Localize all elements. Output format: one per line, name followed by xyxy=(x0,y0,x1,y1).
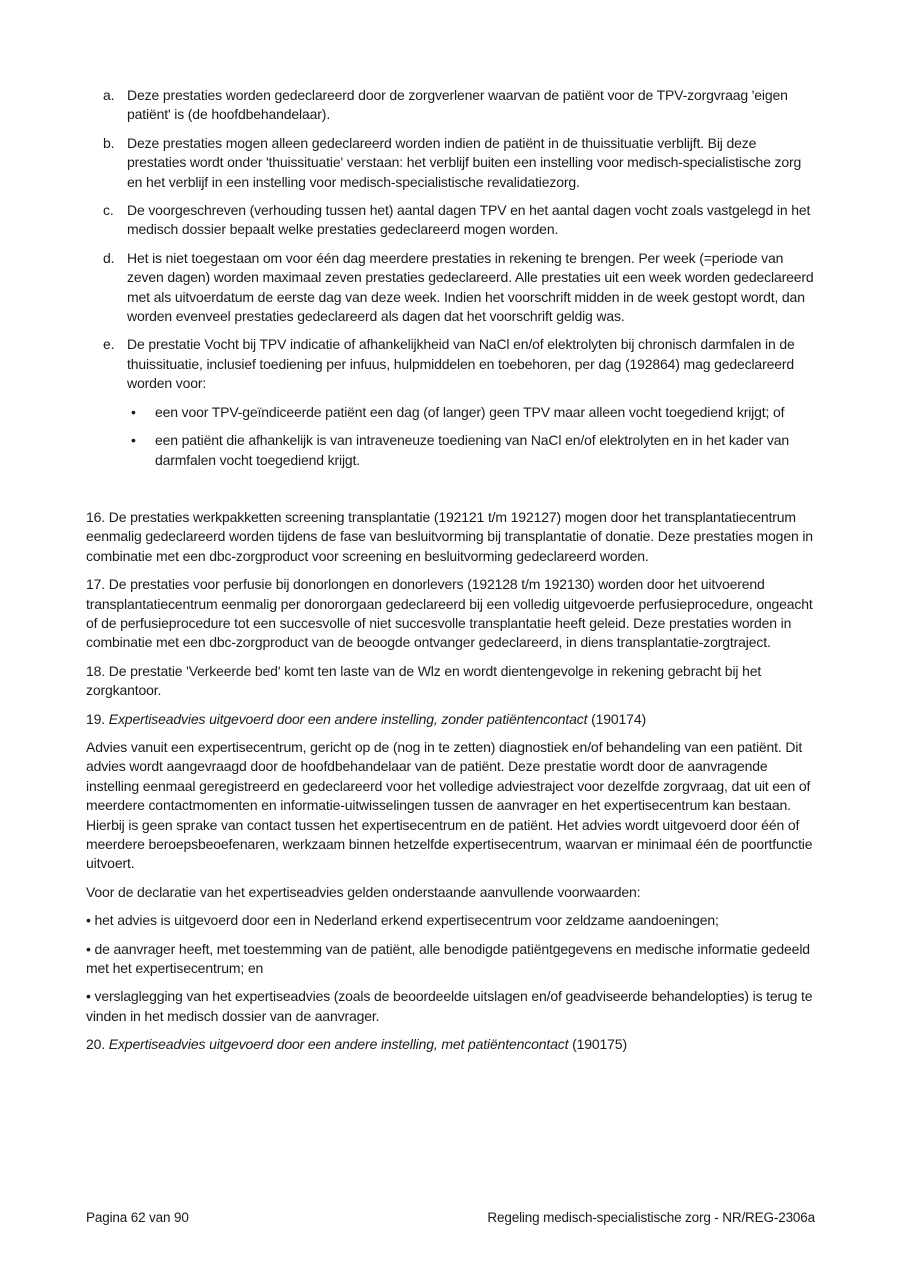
paragraph-17: 17. De prestaties voor perfusie bij donorlongen en donorlevers (192128 t/m 192130) worden door het uitvoerend transplantatiecentrum eenmalig per donororgaan gedeclareerd bij een volledig uitgevoerde perfusieprocedure, ongeacht of de perfusieprocedure tot een succesvolle of niet succesvolle transplantatie heeft geleid. Deze prestaties worden in combinatie met een dbc-zorgproduct van de beoogde ontvanger gedeclareerd, in diens transplantatie-zorgtraject. xyxy=(86,576,813,651)
list-item-e xyxy=(86,335,815,393)
list-item-c xyxy=(86,201,815,240)
item-20-title: Expertiseadvies uitgevoerd door een andere instelling, met patiëntencontact xyxy=(108,1036,569,1053)
item-20-heading xyxy=(86,1035,815,1054)
sub-bullet-2-text: een patiënt die afhankelijk is van intraveneuze toediening van NaCl en/of elektrolyten en in het kader van darmfalen vocht toegediend krijgt. xyxy=(155,432,789,468)
list-item-d-text: Het is niet toegestaan om voor één dag meerdere prestaties in rekening te brengen. Per week (=periode van zeven dagen) worden maximaal zeven prestaties gedeclareerd. Alle prestaties uit een week worden gedeclareerd met als uitvoerdatum de eerste dag van deze week. Indien het voorschrift midden in de week gestopt wordt, dan worden evenveel prestaties gedeclareerd als dagen dat het voorschrift geldig was. xyxy=(127,249,814,325)
sub-bullet-item-2 xyxy=(86,431,815,470)
condition-bullet-2: • de aanvrager heeft, met toestemming van de patiënt, alle benodigde patiëntgegevens en medische informatie gedeeld met het expertisecentrum; en xyxy=(86,940,810,977)
list-item-a-text: Deze prestaties worden gedeclareerd door de zorgverlener waarvan de patiënt voor de TPV-zorgvraag 'eigen patiënt' is (de hoofdbehandelaar). xyxy=(127,87,788,123)
list-item-b xyxy=(86,134,815,192)
condition-bullet-3: • verslaglegging van het expertiseadvies (zoals de beoordeelde uitslagen en/of geadviseerde behandelopties) is terug te vinden in het medisch dossier van de aanvrager. xyxy=(86,988,813,1024)
item-19-title: Expertiseadvies uitgevoerd door een andere instelling, zonder patiëntencontact xyxy=(108,710,588,727)
footer-page-indicator: Pagina 62 van 90 xyxy=(86,1210,189,1225)
list-item-c-text: De voorgeschreven (verhouding tussen het) aantal dagen TPV en het aantal dagen vocht zoals vastgelegd in het medisch dossier bepaalt welke prestaties gedeclareerd mogen worden. xyxy=(127,202,811,238)
paragraph-19-body: Advies vanuit een expertisecentrum, gericht op de (nog in te zetten) diagnostiek en/of behandeling van een patiënt. Dit advies wordt aangevraagd door de hoofdbehandelaar van de patiënt. Deze prestatie wordt door de aanvragende instelling eenmaal geregistreerd en gedeclareerd voor het volledige adviestraject voor dezelfde zorgvraag, dat uit een of meerdere contactmomenten en informatie-uitwisselingen tussen de aanvrager en het expertisecentrum kan bestaan. Hierbij is geen sprake van contact tussen het expertisecentrum en de patiënt. Het advies wordt uitgevoerd door één of meerdere beroepsbeoefenaren, werkzaam binnen hetzelfde expertisecentrum, waarvan er minimaal één de poortfunctie uitvoert. xyxy=(86,738,813,872)
paragraph-16: 16. De prestaties werkpakketten screening transplantatie (192121 t/m 192127) mogen door het transplantatiecentrum eenmalig gedeclareerd worden tijdens de fase van besluitvorming bij transplantatie of donatie. Deze prestaties mogen in combinatie met een dbc-zorgproduct voor screening en besluitvorming gedeclareerd worden. xyxy=(86,508,813,564)
condition-bullet-1: • het advies is uitgevoerd door een in Nederland erkend expertisecentrum voor zeldzame aandoeningen; xyxy=(86,912,719,929)
list-item-e-text: De prestatie Vocht bij TPV indicatie of afhankelijkheid van NaCl en/of elektrolyten bij chronisch darmfalen in de thuissituatie, inclusief toediening per infuus, hulpmiddelen en toebehoren, per dag (192864) mag gedeclareerd worden voor: xyxy=(127,336,795,392)
list-marker-e: e. xyxy=(103,336,115,353)
list-item-b-text: Deze prestaties mogen alleen gedeclareerd worden indien de patiënt in de thuissituatie verblijft. Bij deze prestaties wordt onder 'thuissituatie' verstaan: het verblijf buiten een instelling voor medisch-specialistische zorg en het verblijf in een instelling voor medisch-specialistische revalidatiezorg. xyxy=(127,134,802,190)
list-item-d xyxy=(86,249,815,327)
conditions-intro: Voor de declaratie van het expertiseadvies gelden onderstaande aanvullende voorwaarden: xyxy=(86,883,641,900)
item-20-code: (190175) xyxy=(568,1036,627,1053)
bullet-icon: • xyxy=(131,403,136,420)
bullet-icon: • xyxy=(131,432,136,449)
list-item-a xyxy=(86,86,815,125)
sub-bullet-1-text: een voor TPV-geïndiceerde patiënt een dag (of langer) geen TPV maar alleen vocht toegediend krijgt; of xyxy=(155,403,785,420)
list-marker-c: c. xyxy=(103,202,114,219)
item-20-number: 20. xyxy=(86,1036,109,1053)
paragraph-18: 18. De prestatie 'Verkeerde bed' komt ten laste van de Wlz en wordt dientengevolge in rekening gebracht bij het zorgkantoor. xyxy=(86,662,762,699)
lettered-list xyxy=(86,86,815,470)
page-footer xyxy=(86,1208,815,1227)
list-marker-d: d. xyxy=(103,249,115,266)
item-19-code: (190174) xyxy=(587,710,646,727)
list-marker-a: a. xyxy=(103,87,115,103)
item-19-heading xyxy=(86,710,815,729)
item-19-number: 19. xyxy=(86,710,109,727)
footer-document-reference: Regeling medisch-specialistische zorg - NR/REG-2306a xyxy=(487,1210,815,1225)
sub-bullet-item-1 xyxy=(86,403,815,422)
list-marker-b: b. xyxy=(103,134,115,151)
